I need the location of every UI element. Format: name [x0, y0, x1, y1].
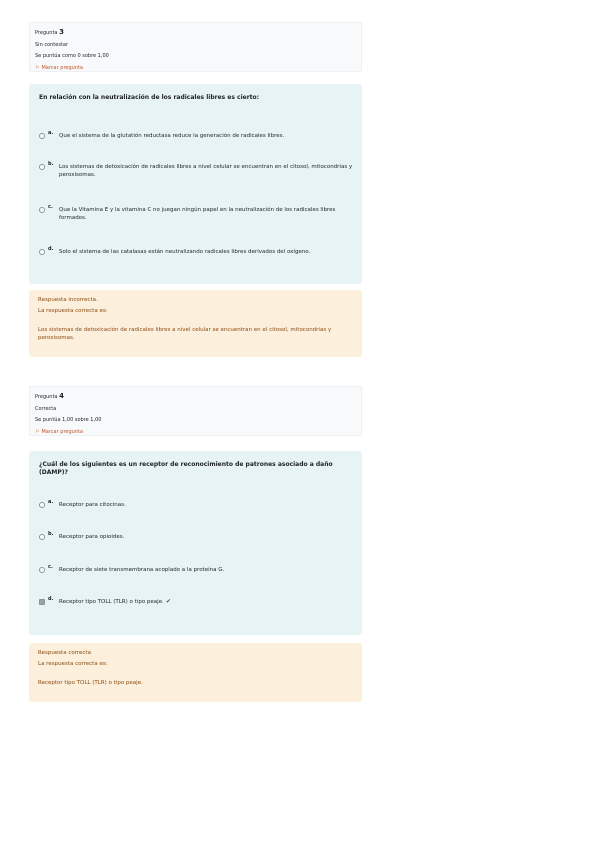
radio-button[interactable]: [39, 133, 45, 139]
flag-question-link[interactable]: ⚐ Marcar pregunta: [35, 64, 83, 71]
question-number: Pregunta 3: [35, 28, 64, 36]
flag-icon: ⚐: [35, 428, 40, 435]
flag-question-link[interactable]: ⚐ Marcar pregunta: [35, 428, 83, 435]
radio-button-selected[interactable]: [39, 599, 45, 605]
right-answer-label: La respuesta correcta es:: [38, 308, 108, 314]
radio-button[interactable]: [39, 207, 45, 213]
option-text: Receptor tipo TOLL (TLR) o tipo peaje.: [59, 599, 164, 605]
question-info: [29, 386, 362, 436]
question-formulation: [29, 451, 362, 635]
answer-option-d[interactable]: d. Receptor tipo TOLL (TLR) o tipo peaje. ✔: [39, 598, 354, 606]
right-answer: Receptor tipo TOLL (TLR) o tipo peaje.: [38, 680, 143, 686]
answer-option-b[interactable]: b. Receptor para opioides.: [39, 533, 354, 541]
question-outcome: [29, 290, 362, 357]
radio-button[interactable]: [39, 249, 45, 255]
answer-option-a[interactable]: a. Que el sistema de la glutatión reductasa reduce la generación de radicales libres.: [39, 132, 354, 140]
question-outcome: [29, 643, 362, 702]
checkmark-icon: ✔: [165, 598, 171, 605]
question-info: [29, 22, 362, 72]
radio-button[interactable]: [39, 534, 45, 540]
radio-button[interactable]: [39, 164, 45, 170]
flag-icon: ⚐: [35, 64, 40, 71]
question-text: ¿Cuál de los siguientes es un receptor de reconocimiento de patrones asociado a daño (DAMP)?: [39, 461, 333, 476]
question-grade: Se puntúa 1,00 sobre 1,00: [35, 417, 102, 423]
answer-option-c[interactable]: c. Receptor de siete transmembrana acoplado a la proteína G.: [39, 566, 354, 574]
right-answer-label: La respuesta correcta es:: [38, 661, 108, 667]
question-status: Correcta: [35, 405, 57, 412]
question-number: Pregunta 4: [35, 392, 64, 400]
outcome-title: Respuesta correcta: [38, 650, 91, 656]
radio-button[interactable]: [39, 567, 45, 573]
answer-option-d[interactable]: d. Solo el sistema de las catalasas están neutralizando radicales libres derivados del oxígeno.: [39, 248, 354, 256]
radio-button[interactable]: [39, 502, 45, 508]
answer-option-a[interactable]: a. Receptor para citocinas.: [39, 501, 354, 509]
question-grade: Se puntúa como 0 sobre 1,00: [35, 53, 109, 59]
outcome-title: Respuesta incorrecta.: [38, 297, 98, 303]
right-answer: Los sistemas de detoxicación de radicales libres a nivel celular se encuentran en el citosol, mitocondrias y peroxisomas.: [38, 327, 332, 341]
question-text: En relación con la neutralización de los radicales libres es cierto:: [39, 94, 260, 101]
question-status: Sin contestar: [35, 41, 69, 48]
answer-option-c[interactable]: c. Que la Vitamina E y la vitamina C no juegan ningún papel en la neutralización de los radicales libres formados.: [39, 206, 354, 222]
answer-option-b[interactable]: b. Los sistemas de detoxicación de radicales libres a nivel celular se encuentran en el citosol, mitocondrias y peroxisomas.: [39, 163, 354, 179]
